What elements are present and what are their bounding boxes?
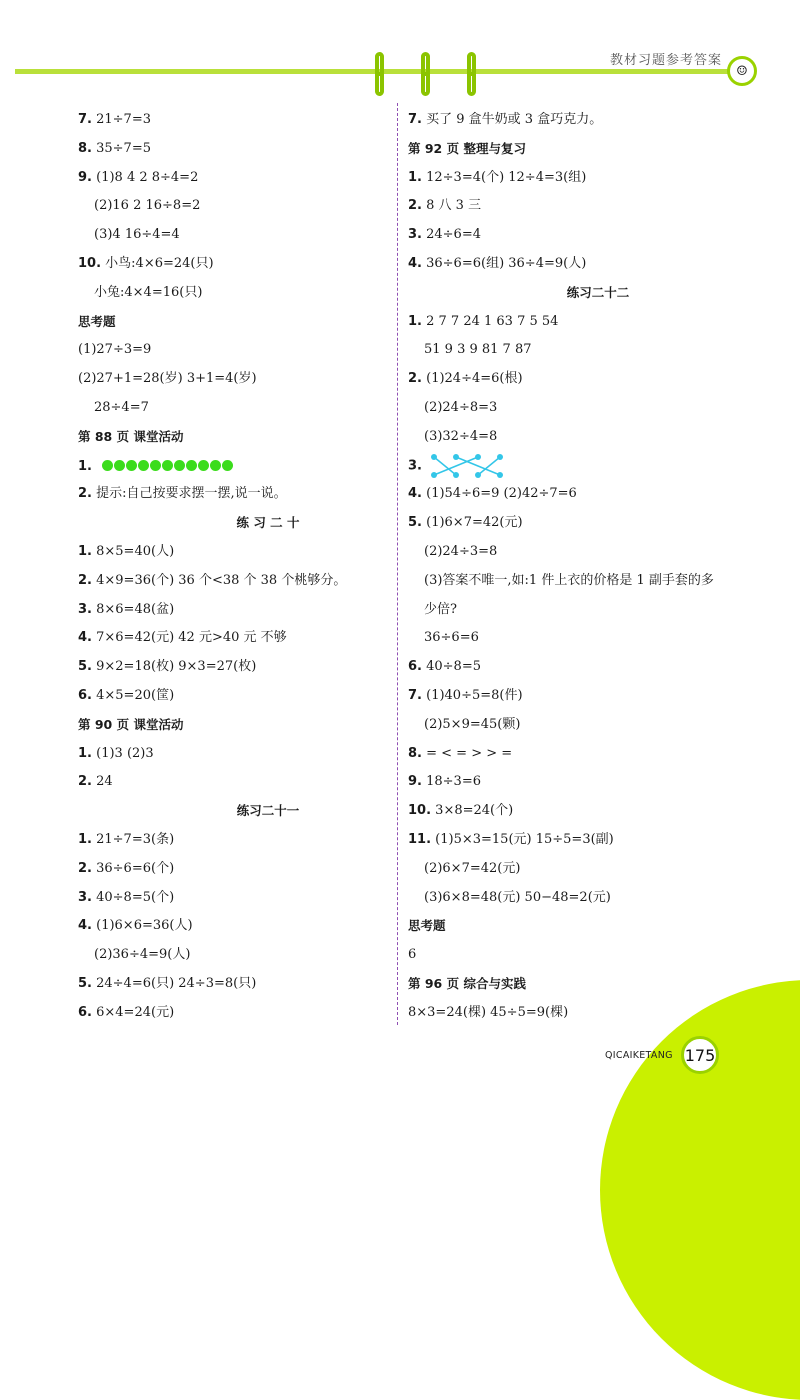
answer-text: 少倍? xyxy=(424,601,457,617)
matching-diagram xyxy=(426,452,516,480)
item-number: 8. xyxy=(78,140,92,156)
item-number: 8. xyxy=(408,745,422,761)
page-number: 175 xyxy=(681,1036,719,1074)
section-heading: 第 88 页 课堂活动 xyxy=(78,428,184,444)
answer-text: (1)40÷5=8(件) xyxy=(426,687,523,703)
answer-text: (1)5×3=15(元) 15÷5=3(副) xyxy=(435,831,614,847)
item-number: 2. xyxy=(78,774,92,790)
answer-line xyxy=(78,912,458,941)
matching-point xyxy=(431,472,437,478)
item-number: 7. xyxy=(408,687,422,703)
answer-line xyxy=(78,596,458,625)
section-heading: 第 90 页 课堂活动 xyxy=(78,716,184,732)
answer-text: 7×6=42(元) 42 元>40 元 不够 xyxy=(96,630,287,646)
item-number: 10. xyxy=(408,803,432,819)
item-number: 3. xyxy=(408,227,422,243)
green-dot xyxy=(150,460,161,471)
binder-clip-icon xyxy=(467,52,476,96)
answer-line xyxy=(78,970,458,999)
answer-line xyxy=(408,596,788,625)
answer-text: 8×5=40(人) xyxy=(96,543,175,559)
binder-clip-icon xyxy=(421,52,430,96)
answer-line xyxy=(408,826,788,855)
green-dot xyxy=(186,460,197,471)
answer-line xyxy=(78,452,458,481)
item-number: 1. xyxy=(78,831,92,847)
item-number: 1. xyxy=(408,169,422,185)
answer-text: 24÷6=4 xyxy=(426,227,481,243)
answer-line xyxy=(408,941,788,970)
answer-text: 24 xyxy=(96,774,113,790)
green-dot xyxy=(102,460,113,471)
matching-point xyxy=(453,454,459,460)
answer-text: (1)27÷3=9 xyxy=(78,342,152,358)
answer-text: 12÷3=4(个) 12÷4=3(组) xyxy=(426,169,587,185)
section-heading: 第 92 页 整理与复习 xyxy=(408,140,526,156)
green-dot xyxy=(198,460,209,471)
green-dot xyxy=(114,460,125,471)
answer-text: (1)8 4 2 8÷4=2 xyxy=(96,169,199,185)
answer-text: 40÷8=5(个) xyxy=(96,889,175,905)
answer-line xyxy=(78,509,458,538)
answer-line xyxy=(408,567,788,596)
answer-line xyxy=(408,336,788,365)
answer-line xyxy=(78,941,458,970)
answer-text: (2)27+1=28(岁) 3+1=4(岁) xyxy=(78,371,257,387)
answer-text: 18÷3=6 xyxy=(426,774,481,790)
matching-point xyxy=(497,454,503,460)
answer-text: (1)54÷6=9 (2)42÷7=6 xyxy=(426,486,577,502)
answer-line xyxy=(78,884,458,913)
answer-text: 3×8=24(个) xyxy=(435,803,514,819)
answer-text: 24÷4=6(只) 24÷3=8(只) xyxy=(96,975,257,991)
item-number: 11. xyxy=(408,831,432,847)
item-number: 4. xyxy=(78,918,92,934)
answer-line xyxy=(78,711,458,740)
answer-text: (1)6×7=42(元) xyxy=(426,515,523,531)
answer-line xyxy=(78,624,458,653)
answer-text: 35÷7=5 xyxy=(96,140,151,156)
answer-line xyxy=(408,308,788,337)
answer-line xyxy=(78,567,458,596)
section-heading: 第 96 页 综合与实践 xyxy=(408,975,526,991)
mascot-icon: ☺ xyxy=(727,56,757,86)
answer-text: = < = > > = xyxy=(426,745,513,761)
answer-line xyxy=(78,164,458,193)
matching-point xyxy=(431,454,437,460)
answer-text: 36÷6=6(个) xyxy=(96,860,175,876)
green-dot xyxy=(126,460,137,471)
answer-line xyxy=(408,509,788,538)
answer-line xyxy=(408,624,788,653)
matching-point xyxy=(453,472,459,478)
item-number: 10. xyxy=(78,255,102,271)
answer-line xyxy=(78,394,458,423)
section-heading: 思考题 xyxy=(408,918,446,934)
answer-line xyxy=(408,250,788,279)
matching-point xyxy=(475,454,481,460)
section-heading: 练习二十一 xyxy=(236,803,300,819)
header-title: 教材习题参考答案 xyxy=(610,53,723,68)
answer-line xyxy=(78,423,458,452)
item-number: 6. xyxy=(78,1004,92,1020)
answer-text: 小兔:4×4=16(只) xyxy=(94,284,203,300)
answer-line xyxy=(408,480,788,509)
answer-line xyxy=(408,365,788,394)
left-column xyxy=(78,106,458,1028)
section-heading: 思考题 xyxy=(78,313,116,329)
answer-text: 8 八 3 三 xyxy=(426,198,482,214)
answer-text: 6×4=24(元) xyxy=(96,1004,175,1020)
answer-text: (2)16 2 16÷8=2 xyxy=(94,198,201,214)
answer-line xyxy=(408,855,788,884)
footer-brand: QICAIKETANG xyxy=(605,1050,673,1061)
binder-clip-icon xyxy=(375,52,384,96)
answer-text: (1)3 (2)3 xyxy=(96,745,154,761)
green-dot xyxy=(138,460,149,471)
answer-text: 4×9=36(个) 36 个<38 个 38 个桃够分。 xyxy=(96,572,347,588)
matching-line xyxy=(434,457,456,475)
answer-text: 36÷6=6 xyxy=(424,630,479,646)
green-dot xyxy=(174,460,185,471)
answer-text: (3)4 16÷4=4 xyxy=(94,227,180,243)
answer-line xyxy=(78,797,458,826)
item-number: 7. xyxy=(78,112,92,127)
answer-line xyxy=(408,192,788,221)
item-number: 2. xyxy=(408,198,422,214)
answer-text: 2 7 7 24 1 63 7 5 54 xyxy=(426,313,559,329)
item-number: 7. xyxy=(408,112,422,127)
answer-line xyxy=(408,394,788,423)
answer-text: (1)6×6=36(人) xyxy=(96,918,193,934)
answer-text: 8×6=48(盆) xyxy=(96,601,175,617)
item-number: 5. xyxy=(78,659,92,675)
answer-text: 21÷7=3(条) xyxy=(96,831,175,847)
answer-line xyxy=(408,538,788,567)
item-number: 4. xyxy=(78,630,92,646)
answer-text: 小鸟:4×6=24(只) xyxy=(105,255,214,271)
answer-line xyxy=(78,308,458,337)
green-dot xyxy=(162,460,173,471)
item-number: 2. xyxy=(78,572,92,588)
answer-line xyxy=(408,452,788,481)
answer-line xyxy=(408,653,788,682)
answer-line xyxy=(78,740,458,769)
answer-text: (1)24÷4=6(根) xyxy=(426,371,523,387)
answer-text: 6 xyxy=(408,947,417,963)
answer-line xyxy=(408,106,788,135)
matching-point xyxy=(475,472,481,478)
item-number: 4. xyxy=(408,255,422,271)
item-number: 1. xyxy=(78,543,92,559)
answer-text: (2)36÷4=9(人) xyxy=(94,947,191,963)
answer-line xyxy=(408,797,788,826)
answer-line xyxy=(78,365,458,394)
item-number: 9. xyxy=(78,169,92,185)
answer-line xyxy=(408,912,788,941)
item-number: 1. xyxy=(408,313,422,329)
answer-line xyxy=(78,480,458,509)
answer-text: 51 9 3 9 81 7 87 xyxy=(424,342,532,358)
answer-line xyxy=(78,336,458,365)
answer-text: (3)32÷4=8 xyxy=(424,428,498,444)
item-number: 5. xyxy=(408,515,422,531)
answer-line xyxy=(408,768,788,797)
answer-text: 买了 9 盒牛奶或 3 盒巧克力。 xyxy=(426,112,603,127)
answer-line xyxy=(408,423,788,452)
answer-text: 4×5=20(筐) xyxy=(96,687,175,703)
answer-line xyxy=(408,884,788,913)
answer-text: 36÷6=6(组) 36÷4=9(人) xyxy=(426,255,587,271)
section-heading: 练习二十二 xyxy=(566,284,630,300)
answer-line xyxy=(408,135,788,164)
item-number: 1. xyxy=(78,745,92,761)
answer-line xyxy=(408,711,788,740)
green-dots xyxy=(102,452,234,481)
section-heading: 练 习 二 十 xyxy=(236,515,300,531)
answer-line xyxy=(78,221,458,250)
item-number: 3. xyxy=(408,458,422,474)
matching-line xyxy=(478,457,500,475)
answer-line xyxy=(78,682,458,711)
answer-line xyxy=(78,192,458,221)
item-number: 3. xyxy=(78,889,92,905)
answer-line xyxy=(78,999,458,1028)
answer-text: 8×3=24(棵) 45÷5=9(棵) xyxy=(408,1004,569,1020)
answer-text: (2)24÷8=3 xyxy=(424,399,498,415)
item-number: 2. xyxy=(78,486,92,502)
green-dot xyxy=(222,460,233,471)
answer-text: (3)6×8=48(元) 50−48=2(元) xyxy=(424,889,611,905)
answer-line xyxy=(78,135,458,164)
answer-text: 提示:自己按要求摆一摆,说一说。 xyxy=(96,486,287,502)
answer-text: 40÷8=5 xyxy=(426,659,481,675)
answer-line xyxy=(78,250,458,279)
matching-point xyxy=(497,472,503,478)
item-number: 1. xyxy=(78,458,92,474)
answer-line xyxy=(78,653,458,682)
item-number: 2. xyxy=(78,860,92,876)
answer-line xyxy=(78,538,458,567)
answer-line xyxy=(78,855,458,884)
answer-line xyxy=(78,826,458,855)
answer-text: (2)24÷3=8 xyxy=(424,543,498,559)
item-number: 6. xyxy=(78,687,92,703)
answer-line xyxy=(408,682,788,711)
item-number: 2. xyxy=(408,371,422,387)
item-number: 5. xyxy=(78,975,92,991)
answer-line xyxy=(78,279,458,308)
answer-line xyxy=(78,768,458,797)
answer-line xyxy=(408,221,788,250)
answer-text: 28÷4=7 xyxy=(94,399,149,415)
item-number: 3. xyxy=(78,601,92,617)
item-number: 6. xyxy=(408,659,422,675)
item-number: 9. xyxy=(408,774,422,790)
answer-text: 9×2=18(枚) 9×3=27(枚) xyxy=(96,659,257,675)
right-column xyxy=(408,106,788,1028)
answer-line xyxy=(408,164,788,193)
answer-line xyxy=(408,740,788,769)
answer-line xyxy=(408,279,788,308)
answer-text: (2)5×9=45(颗) xyxy=(424,716,521,732)
answer-text: (3)答案不唯一,如:1 件上衣的价格是 1 副手套的多 xyxy=(424,572,714,588)
answer-line xyxy=(78,106,458,135)
item-number: 4. xyxy=(408,486,422,502)
green-dot xyxy=(210,460,221,471)
answer-text: (2)6×7=42(元) xyxy=(424,860,521,876)
answer-text: 21÷7=3 xyxy=(96,112,151,127)
